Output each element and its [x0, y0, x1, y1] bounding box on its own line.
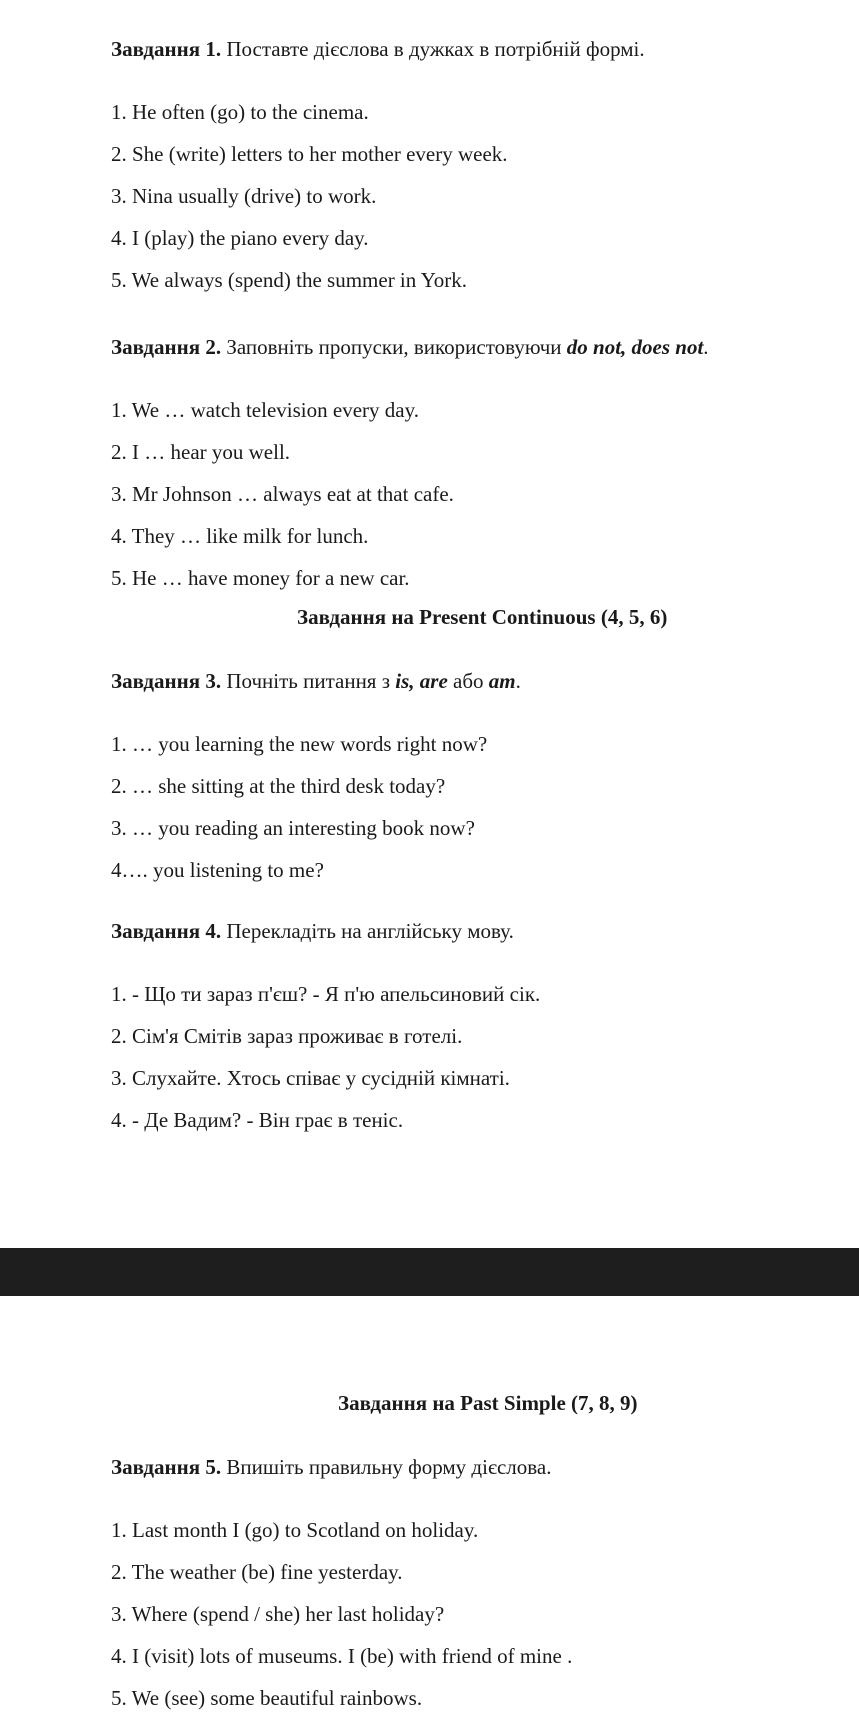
task-2-item: 4. They … like milk for lunch. — [111, 524, 369, 548]
task-3-middle: або — [447, 669, 489, 693]
task-3-label: Завдання 3. — [111, 669, 222, 693]
task-5-item: 4. I (visit) lots of museums. I (be) with friend of mine . — [111, 1644, 573, 1668]
task-2-end: . — [703, 335, 709, 359]
task-3-item: 4…. you listening to me? — [111, 858, 324, 882]
task-5-heading — [111, 1457, 839, 1499]
task-4-instruction: Перекладіть на англійську мову. — [221, 919, 514, 943]
task-4-item: 2. Сім'я Смітів зараз проживає в готелі. — [111, 1024, 463, 1048]
page-divider — [0, 1248, 859, 1296]
task-2-emphasis: do not, does not — [566, 335, 704, 359]
task-2-item: 2. I … hear you well. — [111, 440, 291, 464]
task-1-label: Завдання 1. — [111, 37, 222, 61]
task-4-heading — [111, 921, 839, 963]
task-2-item: 3. Mr Johnson … always eat at that cafe. — [111, 482, 454, 506]
task-3-heading — [111, 671, 839, 713]
task-3-item: 1. … you learning the new words right now? — [111, 732, 488, 756]
task-1-item: 4. I (play) the piano every day. — [111, 226, 369, 250]
task-5-label: Завдання 5. — [111, 1455, 222, 1479]
task-2-heading — [111, 337, 839, 379]
task-3-emphasis-am: am — [488, 669, 516, 693]
task-1-item: 5. We always (spend) the summer in York. — [111, 268, 468, 292]
task-5-item: 3. Where (spend / she) her last holiday? — [111, 1602, 445, 1626]
task-3-item: 2. … she sitting at the third desk today? — [111, 774, 446, 798]
task-5-item: 2. The weather (be) fine yesterday. — [111, 1560, 403, 1584]
task-1-heading — [111, 39, 839, 81]
task-3-instruction: Почніть питання з — [221, 669, 396, 693]
task-3 — [111, 650, 839, 902]
task-1-instruction: Поставте дієслова в дужках в потрібній формі. — [221, 37, 645, 61]
section-title-past-simple: Завдання на Past Simple (7, 8, 9) — [338, 1391, 638, 1415]
section-title-present-continuous: Завдання на Present Continuous (4, 5, 6) — [297, 605, 668, 629]
task-4-label: Завдання 4. — [111, 919, 222, 943]
task-1 — [111, 18, 839, 312]
task-5-item: 5. We (see) some beautiful rainbows. — [111, 1686, 423, 1710]
task-3-item: 3. … you reading an interesting book now? — [111, 816, 475, 840]
task-1-item: 3. Nina usually (drive) to work. — [111, 184, 377, 208]
document-page-bottom — [0, 1296, 859, 1726]
task-2-label: Завдання 2. — [111, 335, 222, 359]
task-5 — [111, 1436, 839, 1730]
task-5-instruction: Впишіть правильну форму дієслова. — [221, 1455, 552, 1479]
task-1-item: 2. She (write) letters to her mother every week. — [111, 142, 508, 166]
task-5-item: 1. Last month I (go) to Scotland on holiday. — [111, 1518, 479, 1542]
task-2-item: 1. We … watch television every day. — [111, 398, 419, 422]
task-1-item: 1. He often (go) to the cinema. — [111, 100, 369, 124]
task-2 — [111, 316, 839, 610]
task-4 — [111, 900, 839, 1152]
task-3-emphasis-is-are: is, are — [395, 669, 448, 693]
task-4-item: 4. - Де Вадим? - Він грає в теніс. — [111, 1108, 404, 1132]
task-2-item: 5. He … have money for a new car. — [111, 566, 410, 590]
task-3-end: . — [515, 669, 521, 693]
task-4-item: 1. - Що ти зараз п'єш? - Я п'ю апельсиновий сік. — [111, 982, 541, 1006]
task-2-instruction: Заповніть пропуски, використовуючи — [221, 335, 567, 359]
task-4-item: 3. Слухайте. Хтось співає у сусідній кімнаті. — [111, 1066, 510, 1090]
